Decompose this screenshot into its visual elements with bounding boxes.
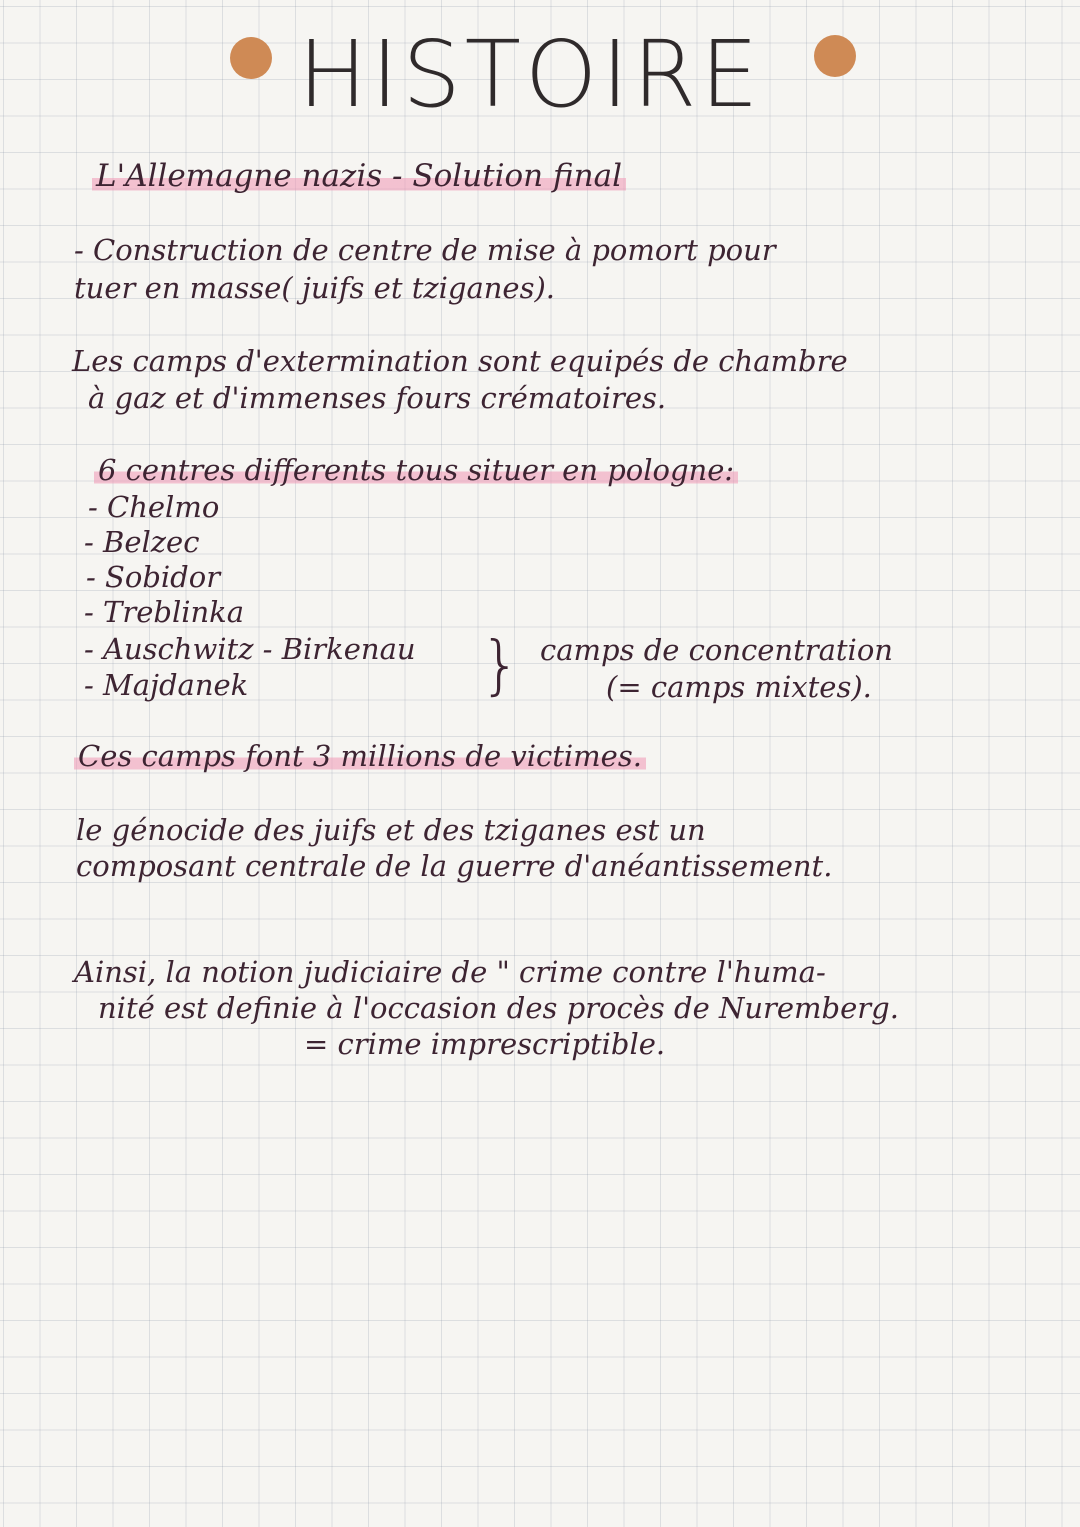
paragraph2-line2: à gaz et d'immenses fours crématoires.: [88, 381, 667, 415]
subtitle-highlight: L'Allemagne nazis - Solution final: [92, 158, 626, 194]
centre-item-auschwitz: - Auschwitz - Birkenau: [84, 632, 416, 666]
centres-heading-highlight: 6 centres differents tous situer en pologne:: [94, 453, 738, 487]
paragraph1-line2: tuer en masse( juifs et tziganes).: [74, 271, 556, 305]
genocide-line2: composant centrale de la guerre d'anéantissement.: [76, 849, 833, 883]
victims-highlight: Ces camps font 3 millions de victimes.: [74, 739, 646, 773]
conclusion-line3: = crime imprescriptible.: [304, 1027, 666, 1061]
centre-item-sobidor: - Sobidor: [86, 560, 221, 594]
conclusion-line2: nité est definie à l'occasion des procès de Nuremberg.: [98, 991, 899, 1025]
centre-item-belzec: - Belzec: [84, 525, 200, 559]
genocide-line1: le génocide des juifs et des tziganes est un: [76, 813, 706, 847]
concentration-note-line1: camps de concentration: [540, 633, 893, 667]
conclusion-line1: Ainsi, la notion judiciaire de " crime contre l'huma-: [74, 955, 826, 989]
title-dot-right: [814, 35, 856, 77]
title-dot-left: [230, 37, 272, 79]
paragraph1-line1: - Construction de centre de mise à pomort pour: [74, 233, 776, 267]
centres-heading: [94, 452, 738, 488]
centre-item-majdanek: - Majdanek: [84, 668, 249, 702]
grouping-brace: }: [480, 629, 521, 703]
page-title: HISTOIRE: [298, 21, 763, 128]
paragraph2-line1: Les camps d'extermination sont equipés de chambre: [72, 344, 848, 378]
section-subtitle: [92, 158, 626, 194]
centre-item-treblinka: - Treblinka: [84, 595, 245, 629]
centre-item-chelmo: - Chelmo: [88, 490, 220, 524]
concentration-note-line2: (= camps mixtes).: [606, 670, 872, 704]
victims-line: [74, 738, 646, 774]
